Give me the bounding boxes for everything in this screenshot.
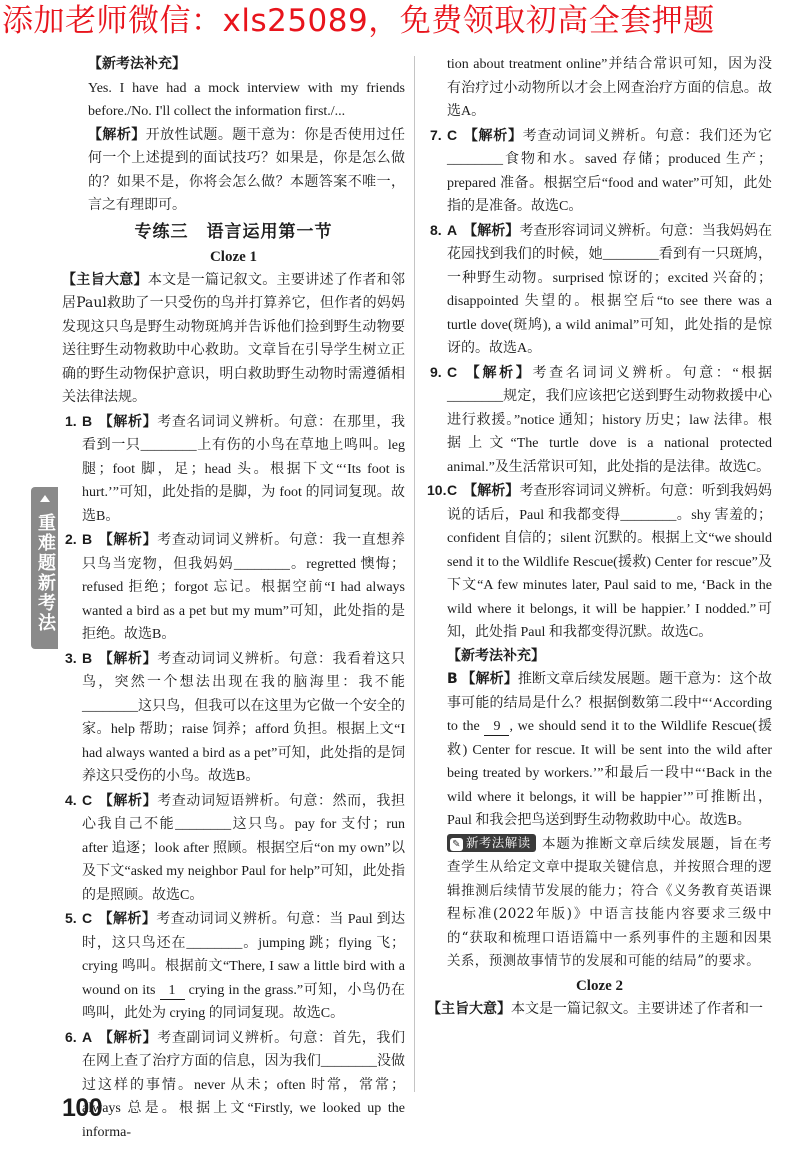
main-idea-text: 本文是一篇记叙文。主要讲述了作者和邻居Paul救助了一只受伤的鸟并打算养它，但作者的妈妈发现这只鸟是野生动物斑鸠并告诉他们捡到野生动物要送往野生动物救助中心救助。文章旨在引导学生树立正确的野生动物保护意识，明白救助野生动物时需遵循相关法律法规。 <box>62 271 406 405</box>
side-tab-label: 重难题新考法 <box>35 513 56 633</box>
new-method-analysis <box>447 668 772 833</box>
item-answer: A <box>82 1028 93 1045</box>
analysis-label: 【解析】 <box>98 911 157 927</box>
analysis-label: 【解析】 <box>98 792 158 809</box>
supplement-analysis <box>88 124 405 218</box>
item-text: 考查形容词词义辨析。句意：听到我妈妈说的话后，Paul 和我都变得________。shy 害羞的；confident 自信的；silent 沉默的。根据上文“we should send it to the Wildlife Rescue(援救) Center for rescue”及下文“A few minutes later, Paul said to me, ‘Back in the wild where it belongs, it will be happier.’ I nodded.”可知，此处指 Paul 和我都变得沉默。故选C。 <box>447 484 773 640</box>
pencil-icon: ✎ <box>450 838 463 851</box>
analysis-label: 【解析】 <box>461 671 518 687</box>
cloze2-title: Cloze 2 <box>575 977 624 994</box>
item-number: 6. <box>65 1028 77 1045</box>
interpretation-badge <box>447 834 536 852</box>
page-number: 100 <box>62 1094 103 1122</box>
item-number: 9. <box>430 363 442 380</box>
answer-item-9 <box>427 361 772 480</box>
item-text: 考查动词词义辨析。句意：我一直想养只鸟当宠物，但我妈妈________。regretted 懊悔；refused 拒绝；forgot 忘记。根据空前“I had always wanted a bird as a pet but my mum”可知，此处指的是拒绝。故选B。 <box>82 533 406 642</box>
item-text-cont: crying in the grass.”可知，小鸟仍在鸣叫，此处为 crying 的同词复现。故选C。 <box>82 982 406 1021</box>
analysis-text: 开放性试题。题干意为：你是否使用过任何一个上述提到的面试技巧？如果是，你是怎么做的？如果不是，你将会怎么做？本题答案不唯一，言之有理即可。 <box>88 127 406 213</box>
item-answer: C <box>447 482 458 498</box>
item-number: 7. <box>430 126 442 143</box>
analysis-label: 【解析】 <box>98 413 158 430</box>
interpretation-text: 本题为推断文章后续发展题，旨在考查学生从给定文章中提取关键信息，并按照合理的逻辑推测后续情节发展的能力；符合《义务教育英语课程标准(2022年版)》中语言技能内容要求三级中的“获取和梳理口语语篇中一系列事件的主题和因果关系，预测故事情节的发展和可能的结局”的要求。 <box>447 835 772 969</box>
cloze1-main-idea <box>62 269 405 410</box>
item-number: 1. <box>65 412 77 429</box>
new-method-text: 推断文章后续发展题。题干意为：这个故事可能的结局是什么？根据倒数第二段中“‘According to the <box>447 672 773 734</box>
analysis-label: 【解析】 <box>463 364 533 381</box>
promo-banner: 添加老师微信：xls25089，免费领取初高全套押题 <box>2 3 715 39</box>
item-text: 考查动词短语辨析。句意：然而，我担心我自己不能________这只鸟。pay for 支付；run after 追逐；look after 照顾。根据空后“on my own”以及下文“asked my neighbor Paul for help”可知，此处指的是照顾。故选C。 <box>82 793 406 903</box>
item-text: 考查形容词词义辨析。句意：当我妈妈在花园找到我们的时候，她________看到有一只斑鸠，一种野生动物。surprised 惊讶的；excited 兴奋的；disappointed 失望的。根据空后“to see there was a turtle dove(斑鸠), a wild animal”可知，此处指的是惊讶的。故选A。 <box>447 223 773 356</box>
item-text: 考查动词词义辨析。句意：我们还为它________食物和水。saved 存储；produced 生产；prepared 准备。根据空后“food and water”可知，此处指的是准备。故选C。 <box>447 128 773 214</box>
answer-item-2 <box>62 528 405 647</box>
item-text: 考查动词词义辨析。句意：我看着这只鸟，突然一个想法出现在我的脑海里：我不能________这只鸟，但我可以在这里为它做一个安全的家。help 帮助；raise 饲养；afford 负担。根据上文“I had always wanted a bird as a pet”可知，此处指的是饲养这只受伤的小鸟。故选B。 <box>82 651 406 784</box>
item-answer: B <box>82 649 93 666</box>
item-number: 8. <box>430 221 442 238</box>
item-text: 考查名词词义辨析。句意：在那里，我看到一只________上有伤的小鸟在草地上鸣叫。leg 腿；foot 脚，足；head 头。根据下文“‘Its foot is hurt.’”可知，此处指的是脚，为 foot 的同词复现。故选B。 <box>82 414 406 524</box>
column-divider <box>414 56 415 1092</box>
item-answer: C <box>82 791 93 808</box>
item-answer: C <box>447 363 458 380</box>
item-answer: B <box>82 412 93 429</box>
new-method-interpretation <box>447 833 772 974</box>
prev-supplement <box>62 53 405 218</box>
blank-number: 1 <box>160 982 185 1000</box>
item-number: 3. <box>65 649 77 666</box>
badge-label: 新考法解读 <box>466 834 531 850</box>
new-method-supplement <box>427 645 772 974</box>
main-idea-label: 【主旨大意】 <box>427 1000 511 1017</box>
analysis-label: 【解析】 <box>98 1029 158 1046</box>
analysis-label: 【解析】 <box>463 222 520 239</box>
right-column <box>427 53 772 1103</box>
arrow-up-icon <box>40 495 50 502</box>
item-number: 10. <box>427 482 447 498</box>
item-text: 考查动词词义辨析。句意：当 Paul 到达时，这只鸟还在________。jumping 跳；flying 飞；crying 鸣叫。根据前文“There, I saw a little bird with a wound on its <box>82 912 405 998</box>
item-number: 2. <box>65 531 77 547</box>
item-text: 考查名词词义辨析。句意：“根据________规定，我们应该把它送到野生动物救援中心进行救援。”notice 通知；history 历史；law 法律。根据上文“The turtle dove is a national protected animal.”及生活常识可知，此处指的是法律。故选C。 <box>447 365 773 475</box>
item-answer: C <box>82 910 93 926</box>
blank-number: 9 <box>484 718 509 736</box>
new-method-text-cont: , we should send it to the Wildlife Rescue(援救) Center for rescue. It will be sent into the wild after being treated by workers.’”和最后一段中“‘Back in the wild where it belongs, it will be happier’”可推断出，Paul 和我会把鸟送到野生动物救助中心。故选B。 <box>447 719 772 828</box>
new-method-answer: B <box>447 671 458 687</box>
section-title: 专练三 语言运用第一节 <box>134 221 333 242</box>
item-answer: C <box>447 126 458 143</box>
supplement-label: 【新考法补充】 <box>88 56 186 72</box>
item-number: 5. <box>65 910 77 926</box>
cloze1-title: Cloze 1 <box>209 248 258 265</box>
answer-item-8 <box>427 219 772 361</box>
analysis-label: 【解析】 <box>463 127 523 144</box>
item-number: 4. <box>65 791 77 808</box>
item-answer: A <box>447 221 458 238</box>
analysis-label: 【解析】 <box>98 532 158 548</box>
analysis-label: 【解析】 <box>88 126 146 143</box>
item-answer: B <box>82 531 93 547</box>
answer-item-7 <box>427 124 772 219</box>
analysis-label: 【解析】 <box>98 650 158 667</box>
answer-item-1 <box>62 410 405 529</box>
item-6-continuation: tion about treatment online”并结合常识可知，因为没有治疗过小动物所以才会上网查治疗方面的信息。故选A。 <box>447 57 772 119</box>
main-idea-text: 本文是一篇记叙文。主要讲述了作者和一 <box>511 1000 763 1017</box>
analysis-label: 【解析】 <box>463 483 520 499</box>
main-idea-label: 【主旨大意】 <box>62 271 148 288</box>
side-tab <box>31 487 58 649</box>
new-method-label: 【新考法补充】 <box>447 647 545 664</box>
answer-item-5 <box>62 907 405 1026</box>
answer-item-10 <box>427 479 772 645</box>
supplement-answer: Yes. I have had a mock interview with my friends before./No. I'll collect the information first./... <box>88 80 405 119</box>
answer-item-6 <box>62 1026 405 1145</box>
item-text: 考查副词词义辨析。句意：首先，我们在网上查了治疗方面的信息，因为我们________没做过这样的事情。never 从未；often 时常，常常；always 总是。根据上文“Firstly, we looked up the informa- <box>82 1030 406 1140</box>
answer-item-4 <box>62 789 405 908</box>
cloze2-main-idea <box>427 998 772 1022</box>
answer-item-3 <box>62 647 405 789</box>
